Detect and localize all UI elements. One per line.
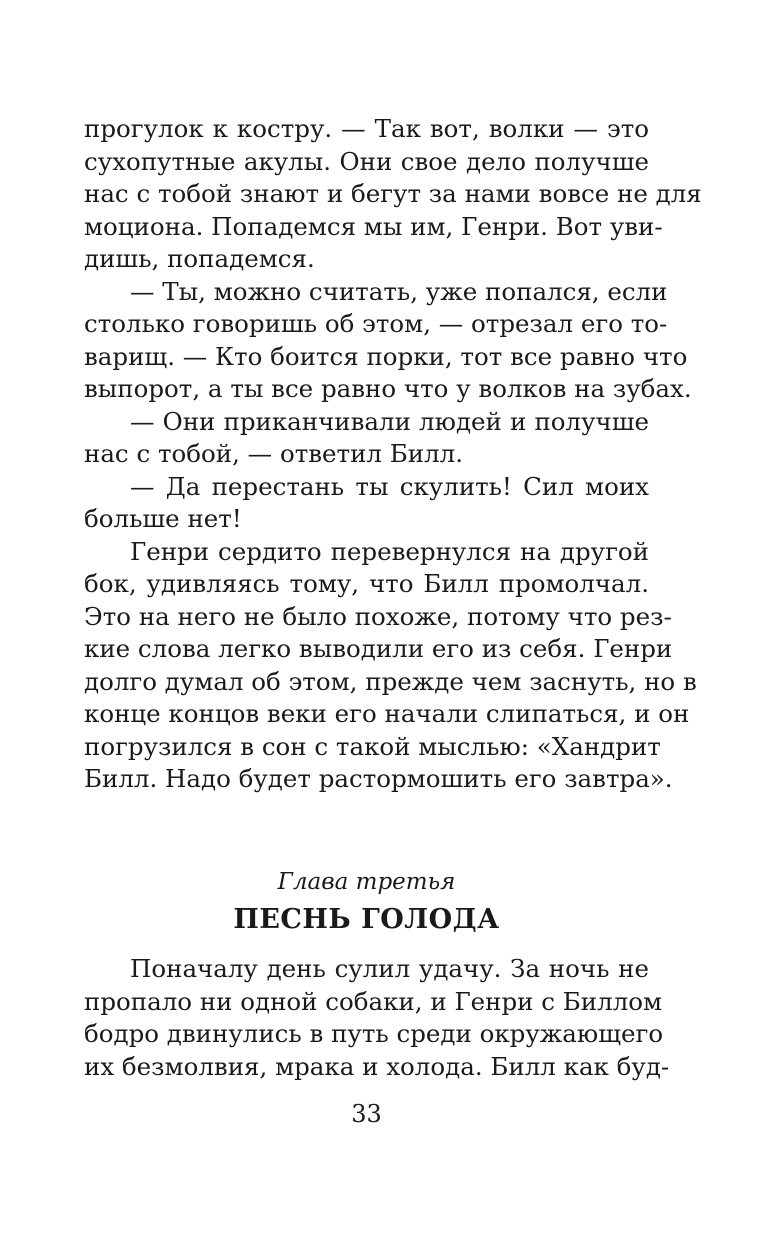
text-line: конце концов веки его начали слипаться, и он [84, 699, 690, 728]
text-line: Генри сердито перевернулся на другой [130, 537, 649, 566]
text-line: кие слова легко выводили его из себя. Генри [84, 634, 673, 663]
text-line: — Ты, можно считать, уже попался, если [130, 277, 668, 306]
book-page [84, 0, 702, 1241]
text-line: Поначалу день сулил удачу. За ночь не [130, 954, 649, 983]
text-line: Это на него не было похоже, потому что рез- [84, 602, 672, 631]
text-line: нас с тобой знают и бегут за нами вовсе не для [84, 179, 702, 208]
text-line: — Да перестань ты скулить! Сил моих [130, 472, 649, 501]
text-line: сухопутные акулы. Они свое дело получше [84, 147, 649, 176]
text-line: варищ. — Кто боится порки, тот все равно что [84, 342, 688, 371]
text-line: дишь, попадемся. [84, 244, 315, 273]
text-line: долго думал об этом, прежде чем заснуть, но в [84, 667, 697, 696]
text-line: столько говоришь об этом, — отрезал его то- [84, 309, 668, 338]
text-line: — Они приканчивали людей и получше [130, 407, 649, 436]
text-line: Билл. Надо будет растормошить его завтра». [84, 764, 673, 793]
text-line: моциона. Попадемся мы им, Генри. Вот уви- [84, 212, 663, 241]
page-number: 33 [351, 1100, 382, 1128]
text-line: выпорот, а ты все равно что у волков на зубах. [84, 374, 692, 403]
text-line: бодро двинулись в путь среди окружающего [84, 1019, 664, 1048]
text-line: больше нет! [84, 504, 242, 533]
chapter-title: ПЕСНЬ ГОЛОДА [233, 904, 500, 935]
text-line: их безмолвия, мрака и холода. Билл как буд- [84, 1052, 670, 1081]
text-line: пропало ни одной собаки, и Генри с Биллом [84, 987, 663, 1016]
text-line: прогулок к костру. — Так вот, волки — это [84, 114, 649, 143]
text-line: бок, удивляясь тому, что Билл промолчал. [84, 569, 649, 598]
text-line: нас с тобой, — ответил Билл. [84, 439, 464, 468]
text-line: погрузился в сон с такой мыслью: «Хандрит [84, 732, 661, 761]
chapter-label: Глава третья [277, 869, 456, 895]
